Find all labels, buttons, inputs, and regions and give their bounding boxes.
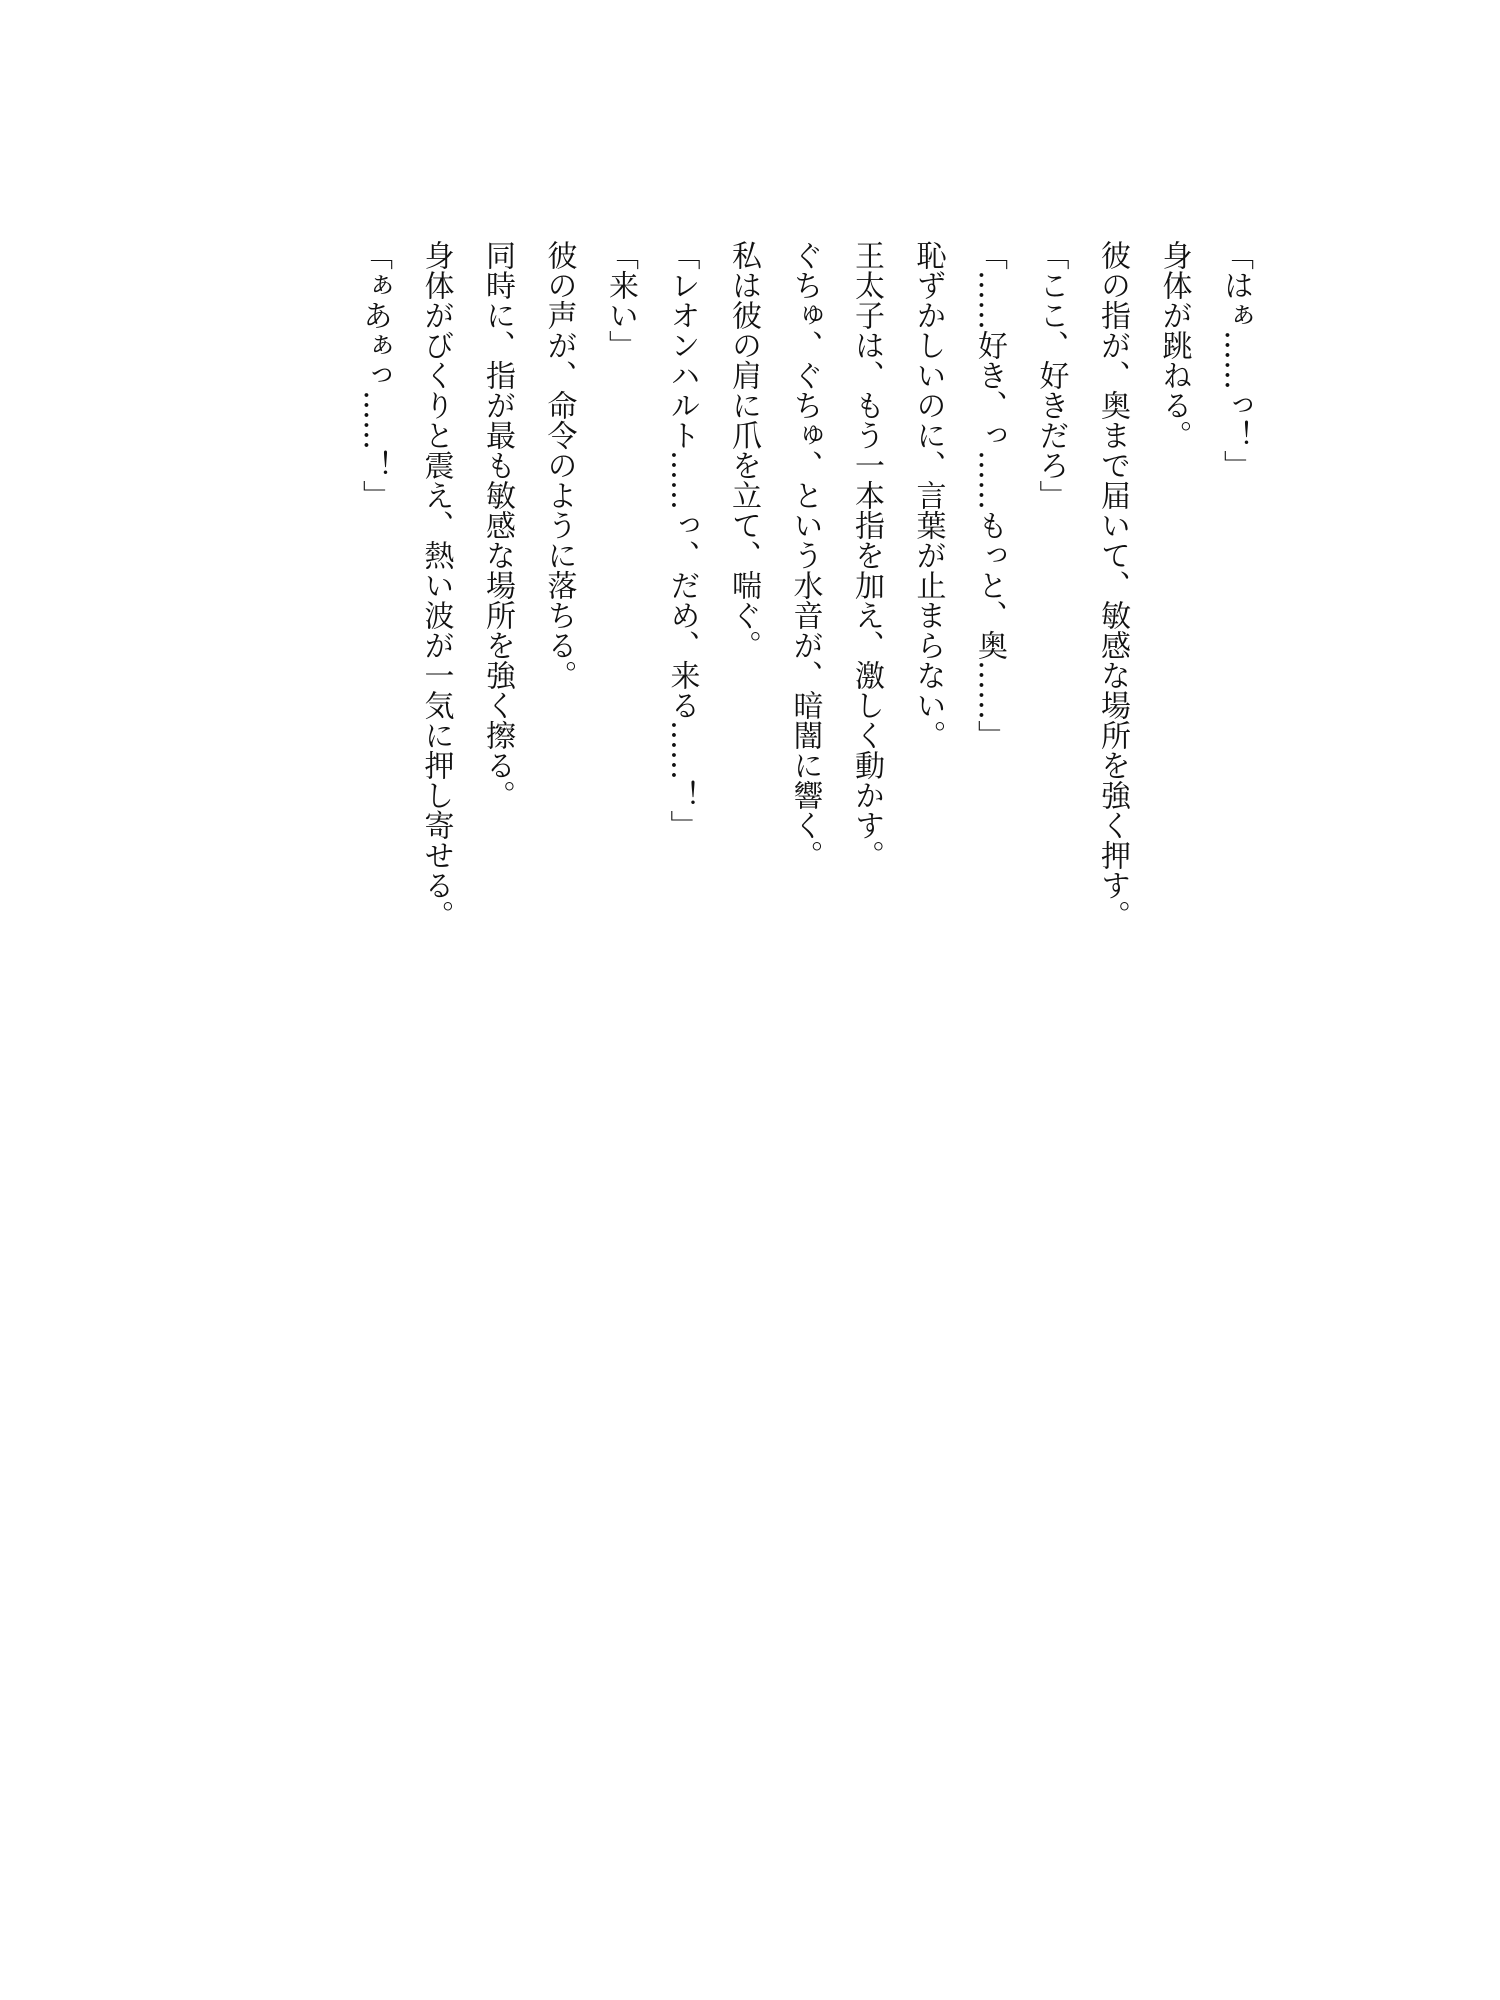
text-line: 身体が跳ねる。 (1156, 240, 1192, 450)
text-line: 私は彼の肩に爪を立て、喘ぐ。 (726, 240, 761, 660)
text-line: 同時に、指が最も敏感な場所を強く擦る。 (480, 240, 515, 810)
text-line: 「ここ、好きだろ」 (1033, 240, 1069, 510)
text-line: 彼の声が、命令のように落ちる。 (541, 240, 577, 690)
text-line: 「はぁ……っ！」 (1218, 240, 1253, 480)
text-line: 身体がびくりと震え、熱い波が一気に押し寄せる。 (418, 240, 454, 930)
text-line: ぐちゅ、ぐちゅ、という水音が、暗闇に響く。 (787, 240, 823, 870)
text-line: 「レオンハルト……っ、だめ、来る……！」 (664, 240, 700, 840)
text-line: 王太子は、もう一本指を加え、激しく動かす。 (849, 240, 884, 870)
vertical-text-body (226, 240, 1266, 1020)
text-line: 「……好き、っ……もっと、奥……」 (972, 240, 1007, 750)
text-line: 恥ずかしいのに、言葉が止まらない。 (910, 240, 946, 750)
text-line: 「来い」 (603, 240, 638, 360)
text-line: 彼の指が、奥まで届いて、敏感な場所を強く押す。 (1095, 240, 1130, 930)
text-line: 「ぁあぁっ……！」 (357, 240, 392, 510)
